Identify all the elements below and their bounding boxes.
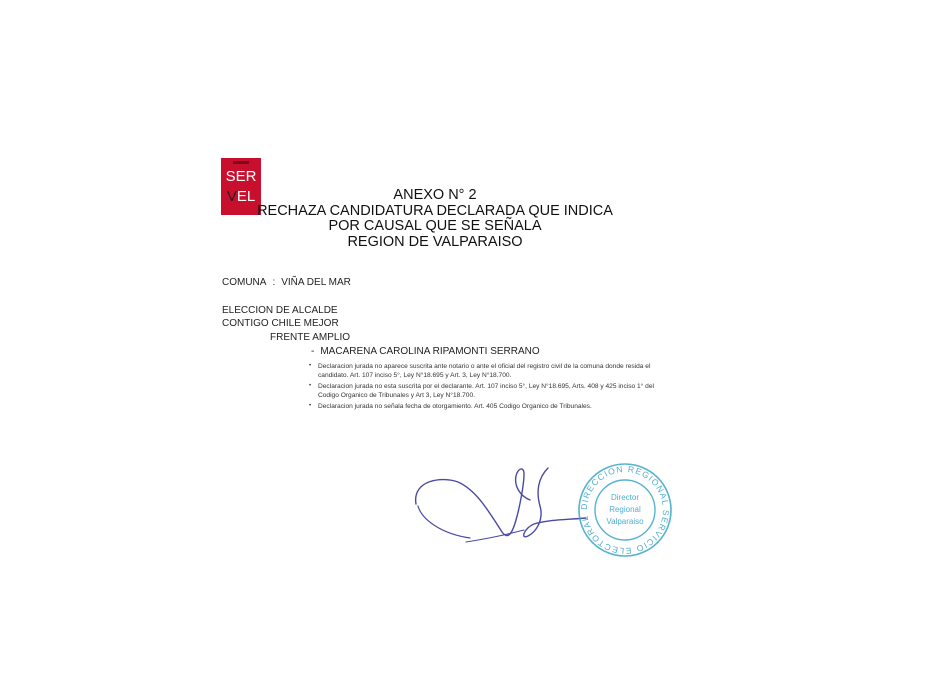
title-line-3: POR CAUSAL QUE SE SEÑALA bbox=[328, 218, 542, 234]
list-item bbox=[309, 382, 659, 400]
handwritten-signature bbox=[412, 462, 590, 552]
logo-line1: SER bbox=[225, 168, 257, 185]
cause-text: Declaracion jurada no señala fecha de otorgamiento. Art. 405 Codigo Organico de Tribunales. bbox=[318, 403, 592, 410]
official-stamp bbox=[570, 460, 680, 560]
logo-line2-rest: EL bbox=[236, 188, 256, 205]
bullet-icon: • bbox=[309, 363, 312, 369]
comuna-row bbox=[222, 277, 351, 288]
title-line-4: REGION DE VALPARAISO bbox=[347, 233, 523, 250]
candidate-dash: - bbox=[311, 346, 315, 357]
bullet-icon: • bbox=[309, 383, 312, 389]
signature-stroke bbox=[416, 469, 530, 536]
rejection-causes-list bbox=[309, 362, 659, 413]
party-name: FRENTE AMPLIO bbox=[270, 332, 351, 343]
document-title bbox=[250, 188, 620, 250]
cause-text: Declaracion jurada no aparece suscrita ante notario o ante el oficial del registro civil de la comuna donde resida el candidato. Art. 107 inciso 5°, Ley N°18.695 y Art. 3, Ley N°18.700. bbox=[318, 363, 651, 379]
title-line-2: RECHAZA CANDIDATURA DECLARADA QUE INDICA bbox=[257, 202, 613, 219]
cause-text: Declaracion jurada no esta suscrita por el declarante. Art. 107 inciso 5°, Ley N°18.695, Arts. 408 y 425 inciso 1° del Codigo Organico de Tribunales y Art 3, Ley N°18.700. bbox=[318, 383, 654, 399]
election-type: ELECCION DE ALCALDE bbox=[222, 305, 338, 316]
stamp-center-line-3: Valparaiso bbox=[606, 517, 644, 526]
list-item bbox=[309, 362, 659, 380]
stamp-center-line-1: Director bbox=[610, 493, 640, 502]
candidate-name: MACARENA CAROLINA RIPAMONTI SERRANO bbox=[320, 346, 540, 357]
bullet-icon: • bbox=[309, 403, 312, 409]
signature-stroke bbox=[418, 506, 470, 538]
stamp-ring-textpath: DIRECCION REGIONAL SERVICIO ELECTORAL bbox=[578, 463, 672, 557]
pact-name: CONTIGO CHILE MEJOR bbox=[222, 318, 339, 329]
comuna-label: COMUNA bbox=[222, 277, 267, 288]
logo-line2-v: V bbox=[226, 188, 237, 205]
title-line-1: ANEXO N° 2 bbox=[393, 187, 477, 203]
comuna-value: VIÑA DEL MAR bbox=[281, 277, 351, 288]
logo-stripe bbox=[233, 161, 249, 164]
candidate-row bbox=[311, 346, 540, 357]
list-item bbox=[309, 402, 659, 411]
comuna-separator: : bbox=[272, 277, 276, 288]
stamp-center-line-2: Regional bbox=[609, 505, 641, 514]
signature-stroke bbox=[466, 530, 524, 542]
